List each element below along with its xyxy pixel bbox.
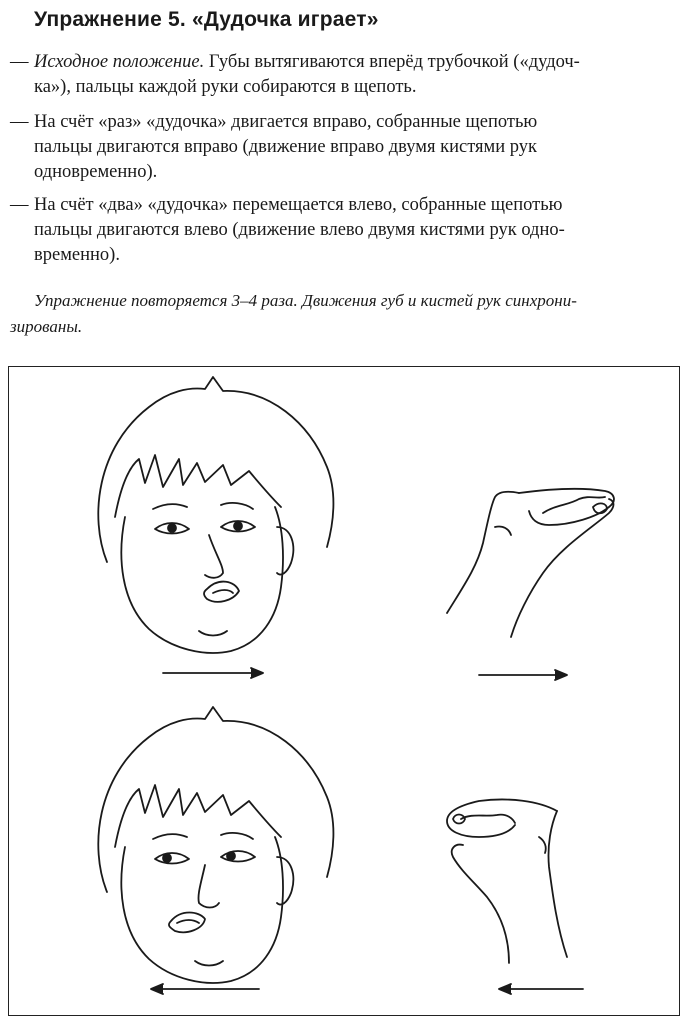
hair-outline (98, 707, 333, 892)
lips-pursed (204, 582, 239, 602)
instruction-initial-position (10, 50, 678, 100)
face-pursed-left (98, 707, 333, 983)
note-text: Упражнение повторяется 3–4 раза. Движения губ и кистей рук синхрони- (34, 291, 577, 310)
pupil-left (168, 524, 176, 532)
lips-pursed (169, 913, 205, 933)
pupil-left (163, 854, 171, 862)
hair-fringe (115, 785, 281, 847)
knuckle (495, 526, 511, 535)
eyebrow-left (153, 834, 187, 839)
instruction-text: На счёт «два» «дудочка» перемещается влево, собранные щепотью (34, 195, 563, 215)
eyebrow-right (221, 833, 253, 839)
arrow-right-hand (479, 670, 567, 680)
repeat-note (10, 288, 674, 340)
nose (198, 865, 219, 908)
eyebrow-right (221, 503, 253, 509)
hand-pinch-left (447, 799, 567, 963)
knuckle (539, 837, 546, 853)
illustration-frame (8, 366, 680, 1016)
list-dash: — (10, 52, 29, 72)
illustration-canvas (9, 367, 681, 1017)
exercise-title: Упражнение 5. «Дудочка играет» (34, 8, 379, 31)
face-pursed-right (98, 377, 333, 653)
arrow-left-hand (499, 984, 583, 994)
instruction-text: Губы вытягиваются вперёд трубочкой («дудоч- (204, 52, 580, 72)
eye-right (221, 851, 255, 862)
hand-lower (452, 845, 509, 963)
pupil-right (234, 522, 242, 530)
eyebrow-left (153, 504, 187, 509)
chin (199, 631, 227, 636)
pupil-right (227, 852, 235, 860)
list-dash: — (10, 112, 29, 132)
hand-wrist (548, 811, 567, 957)
hand-lower (511, 499, 614, 637)
instruction-text: временно). (34, 245, 120, 265)
ear-right (277, 857, 293, 905)
thumb-nail (593, 503, 607, 513)
instruction-text: На счёт «раз» «дудочка» двигается вправо, собранные щепотью (34, 112, 538, 132)
chin (195, 961, 223, 966)
instruction-text: пальцы двигаются вправо (движение вправо двумя кистями рук (34, 137, 538, 157)
note-text: зированы. (10, 317, 83, 336)
list-dash: — (10, 195, 29, 215)
face-contour (121, 507, 283, 653)
face-contour (121, 837, 283, 983)
thumb-nail (453, 815, 465, 824)
hair-outline (98, 377, 333, 562)
instruction-text: пальцы двигаются влево (движение влево двумя кистями рук одно- (34, 220, 565, 240)
hair-fringe (115, 455, 281, 517)
nose (205, 535, 223, 578)
arrow-left-face (151, 984, 259, 994)
eye-left (155, 853, 189, 864)
fingertips (461, 815, 515, 823)
hand-pinch-right (447, 489, 614, 637)
instruction-count-one (10, 110, 678, 185)
instruction-count-two (10, 193, 678, 268)
hand-wrist (447, 492, 519, 613)
initial-position-label: Исходное положение. (34, 52, 205, 72)
instruction-text: ка»), пальцы каждой руки собираются в щепоть. (34, 77, 417, 97)
arrow-right-face (163, 668, 263, 678)
ear-right (277, 527, 293, 575)
instruction-text: одновременно). (34, 162, 158, 182)
